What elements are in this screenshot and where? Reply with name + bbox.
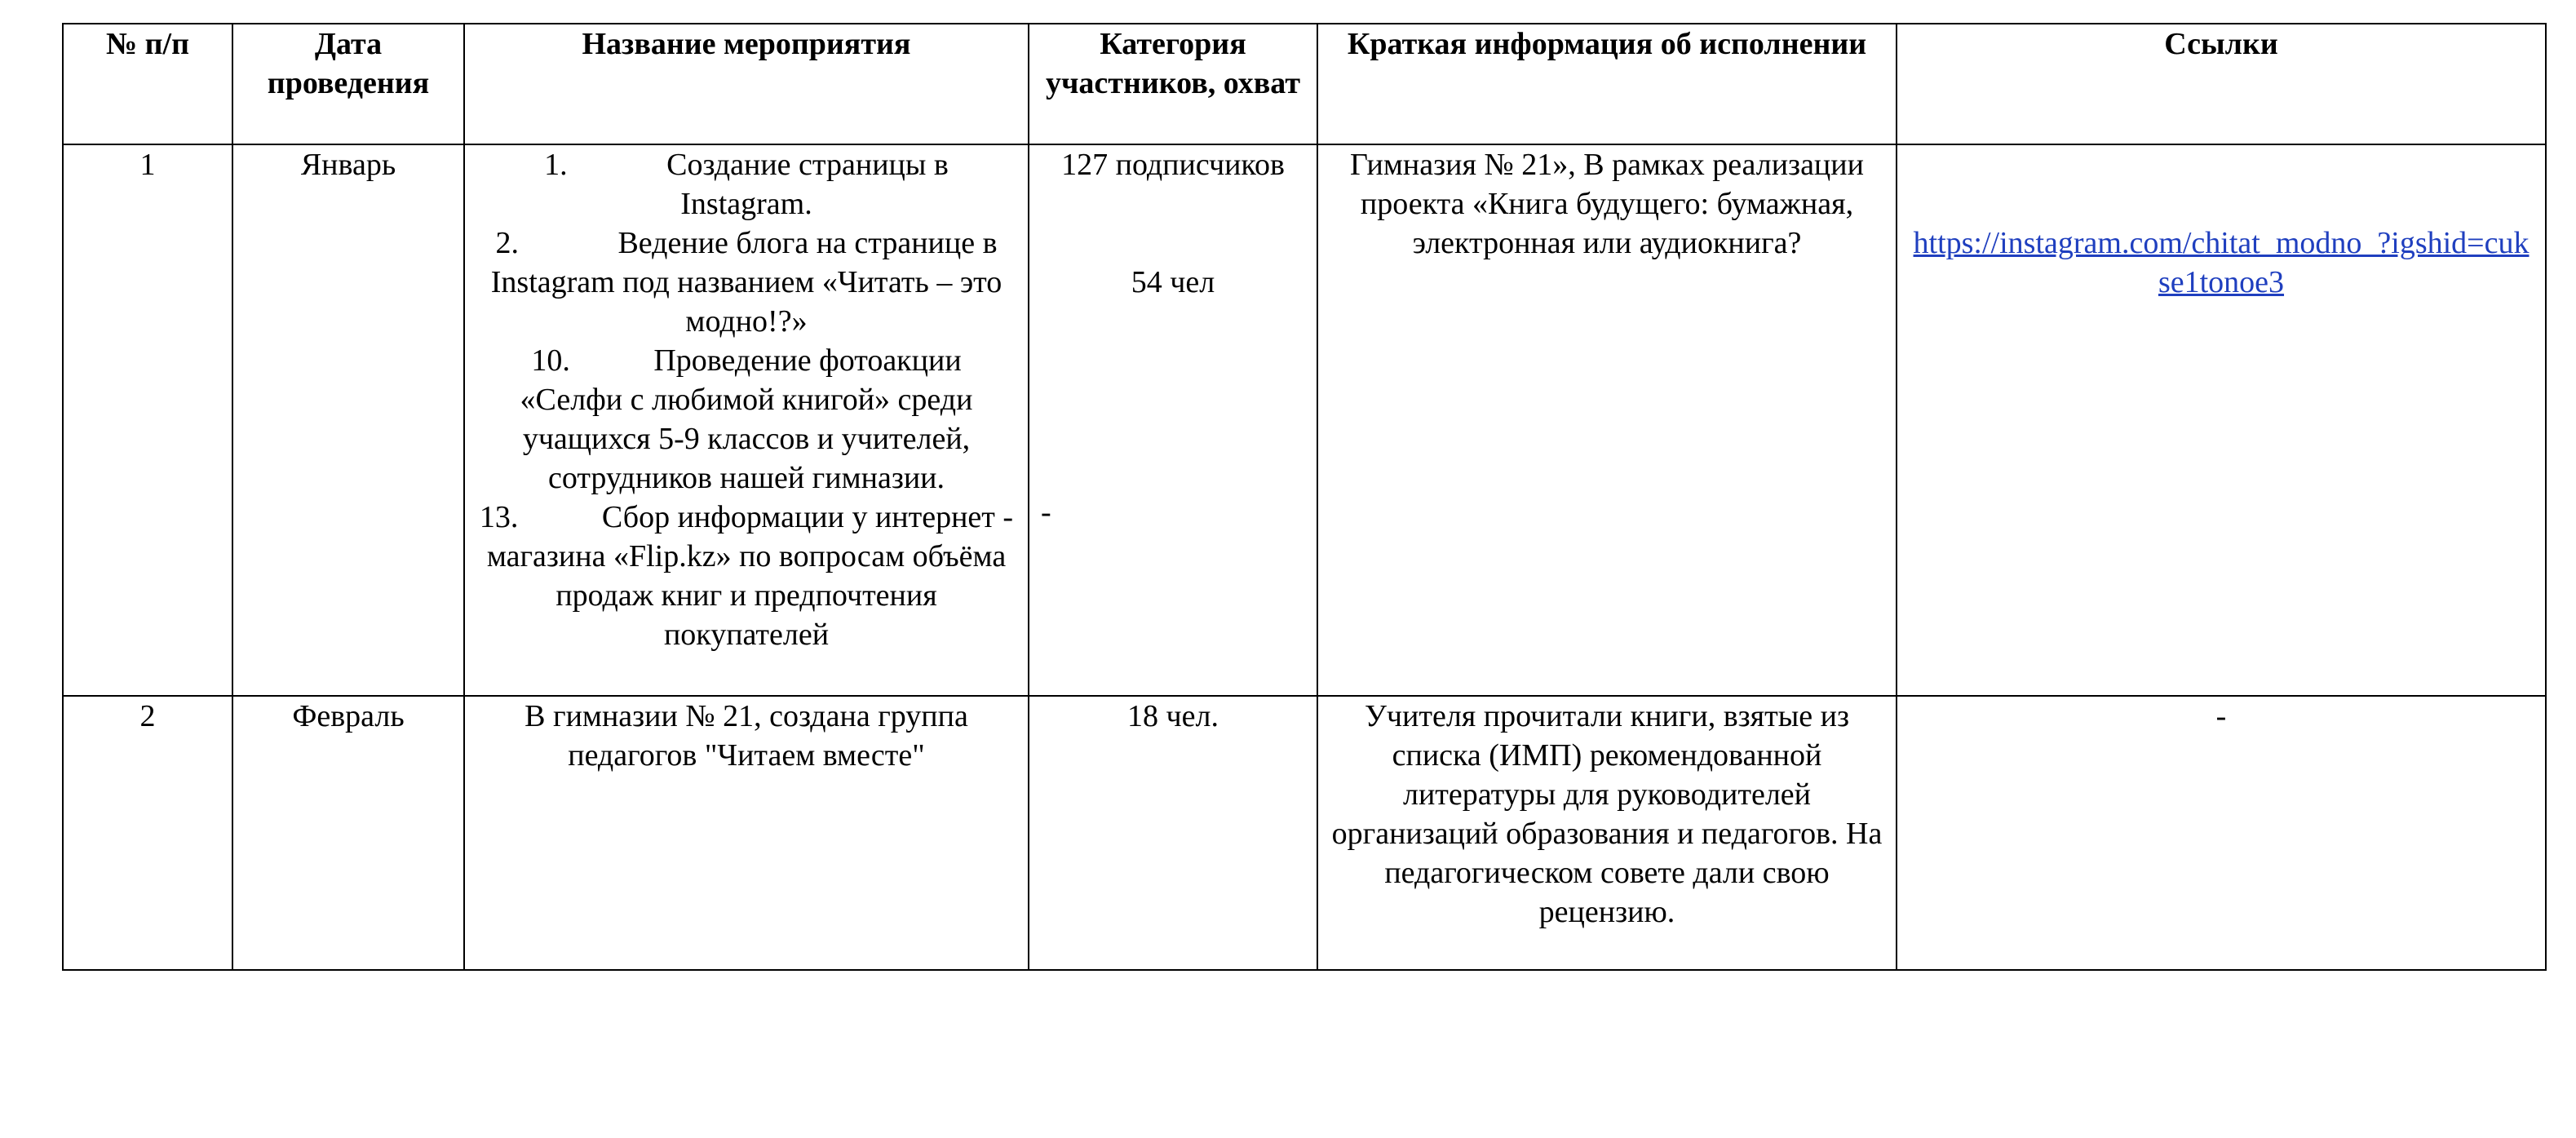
- list-item-number: 10.: [531, 343, 570, 378]
- header-links: Ссылки: [1897, 24, 2546, 144]
- instagram-link[interactable]: https://instagram.com/chitat_modno_?igshid=cukse1tonoe3: [1913, 226, 2530, 299]
- list-item-number: 13.: [479, 500, 519, 534]
- header-participants: Категория участников, охват: [1029, 24, 1317, 144]
- table-row: [63, 696, 2546, 970]
- list-item-number: 2.: [495, 226, 519, 260]
- event-list-item: [476, 498, 1016, 654]
- row-info: Учителя прочитали книги, взятые из списка (ИМП) рекомендованной литературы для руководителей организаций образования и педагогов. На педагогическом совете дали свою рецензию.: [1317, 696, 1897, 970]
- header-number: № п/п: [63, 24, 232, 144]
- list-item-text: Ведение блога на странице в Instagram под названием «Читать – это модно!?»: [490, 226, 1003, 339]
- row-participants: [1029, 144, 1317, 696]
- row-event-list: [464, 144, 1029, 696]
- table-header-row: [63, 24, 2546, 144]
- header-event-name: Название мероприятия: [464, 24, 1029, 144]
- event-list-item: [476, 341, 1016, 498]
- row-info: Гимназия № 21», В рамках реализации проекта «Книга будущего: бумажная, электронная или аудиокнига?: [1317, 144, 1897, 696]
- activity-report-table: [62, 23, 2547, 971]
- list-item-text: Сбор информации у интернет - магазина «Flip.kz» по вопросам объёма продаж книг и предпочтения покупателей: [486, 500, 1014, 652]
- list-item-text: Создание страницы в Instagram.: [666, 148, 949, 221]
- list-item-text: Проведение фотоакции «Селфи с любимой книгой» среди учащихся 5-9 классов и учителей, сотрудников нашей гимназии.: [520, 343, 973, 495]
- row-date: Февраль: [232, 696, 464, 970]
- row-event: В гимназии № 21, создана группа педагогов "Читаем вместе": [464, 696, 1029, 970]
- row-number: 1: [63, 144, 232, 696]
- subscribers-count: 127 подписчиков: [1061, 148, 1285, 182]
- header-info: Краткая информация об исполнении: [1317, 24, 1897, 144]
- row-participants: 18 чел.: [1029, 696, 1317, 970]
- row-links: [1897, 144, 2546, 696]
- participants-dash: -: [1041, 495, 1051, 529]
- list-item-number: 1.: [544, 148, 568, 182]
- row-number: 2: [63, 696, 232, 970]
- row-links: [1897, 696, 2546, 970]
- participants-count: 54 чел: [1131, 265, 1215, 299]
- event-list-item: [476, 145, 1016, 224]
- event-list-item: [476, 224, 1016, 341]
- row-date: Январь: [232, 144, 464, 696]
- no-link-dash: -: [2215, 699, 2227, 733]
- table-row: [63, 144, 2546, 696]
- header-date: Дата проведения: [232, 24, 464, 144]
